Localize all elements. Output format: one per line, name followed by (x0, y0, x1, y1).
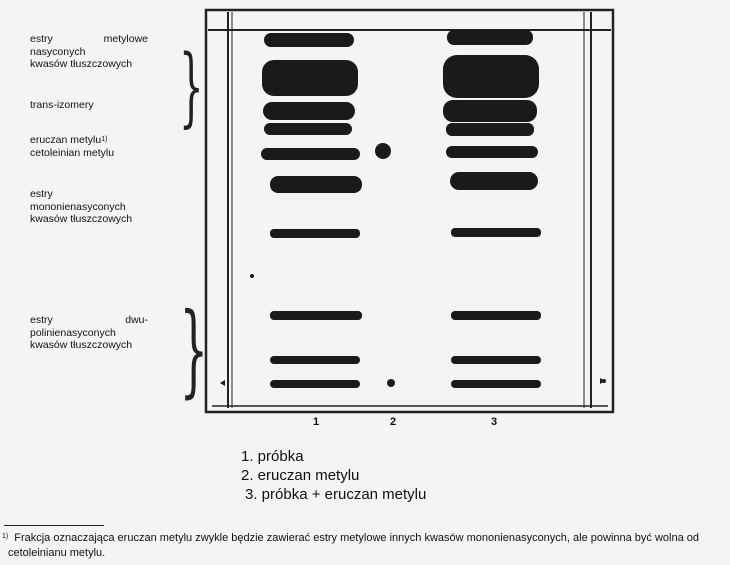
lane1-band-poly-3 (270, 380, 360, 388)
lane3-band-mono-2 (451, 228, 541, 237)
lane3-band-erucan (446, 146, 538, 158)
lane1-band-trans-2 (264, 123, 352, 135)
label-line: kwasów tłuszczowych (30, 58, 133, 70)
lane3-band-poly-2 (451, 356, 541, 364)
lane1-band-saturated (264, 33, 354, 47)
label-line: mononienasyconych (30, 200, 126, 213)
footnote-rule (4, 525, 104, 526)
lane-mark-2: 2 (389, 416, 397, 428)
label-line: trans-izomery (30, 99, 94, 111)
lane3-band-mono (450, 172, 538, 190)
label-line: kwasów tłuszczowych (30, 213, 133, 225)
lane-mark-3: 3 (490, 416, 498, 428)
footnote-text: Frakcja oznaczająca eruczan metylu zwykle będzie zawierać estry metylowe innych kwasów mononienasyconych, ale powinna być wolna od cetoleinianu metylu. (8, 532, 700, 559)
label-line: eruczan metylu (30, 134, 102, 146)
legend-item-3: 3. próbka + eruczan metylu (245, 486, 427, 503)
label-line: dwu- (125, 314, 148, 326)
lane2-spot-origin (387, 379, 395, 387)
legend-item-1: 1. próbka (241, 448, 304, 465)
label-saturated-esters (30, 33, 148, 71)
lane-3-bands (443, 30, 541, 388)
label-line: estry (30, 314, 53, 326)
brace-lower: } (179, 291, 209, 408)
lane-2-spots (375, 143, 395, 387)
lane3-band-saturated-main (443, 55, 539, 98)
footnote-ref: 1) (101, 136, 108, 143)
lane1-band-mono-2 (270, 229, 360, 238)
lane3-band-trans (443, 100, 537, 122)
label-trans-isomers (30, 99, 94, 112)
lane-marks (313, 416, 497, 428)
label-line: metylowe (103, 33, 148, 45)
label-polyunsaturated (30, 314, 148, 352)
lane1-band-mono (270, 176, 362, 193)
footnote-marker: 1) (2, 533, 9, 540)
lane1-band-poly-2 (270, 356, 360, 364)
lane3-band-poly (451, 311, 541, 320)
label-erucan-cetolein (30, 134, 114, 159)
brace-upper: } (179, 37, 204, 137)
label-line: cetoleinian metylu (30, 146, 115, 159)
lane1-band-cetolein (261, 148, 360, 160)
stray-marks (220, 274, 606, 386)
lane1-band-saturated-main (262, 60, 358, 96)
label-line: kwasów tłuszczowych (30, 339, 133, 351)
lane3-band-saturated (447, 30, 533, 45)
lane1-band-trans (263, 102, 355, 120)
label-line: polinienasyconych (30, 326, 116, 339)
lane3-band-trans-2 (446, 123, 534, 136)
label-line: estry (30, 188, 53, 200)
footnote (2, 531, 723, 561)
legend-item-2: 2. eruczan metylu (241, 467, 360, 484)
lane3-band-poly-3 (451, 380, 541, 388)
lane-mark-1: 1 (312, 416, 320, 428)
label-monounsaturated (30, 188, 132, 226)
lane1-band-poly (270, 311, 362, 320)
lane-1-bands (261, 33, 362, 388)
label-line: estry (30, 33, 53, 45)
label-line: nasyconych (30, 45, 86, 58)
lane2-spot-erucan (375, 143, 391, 159)
